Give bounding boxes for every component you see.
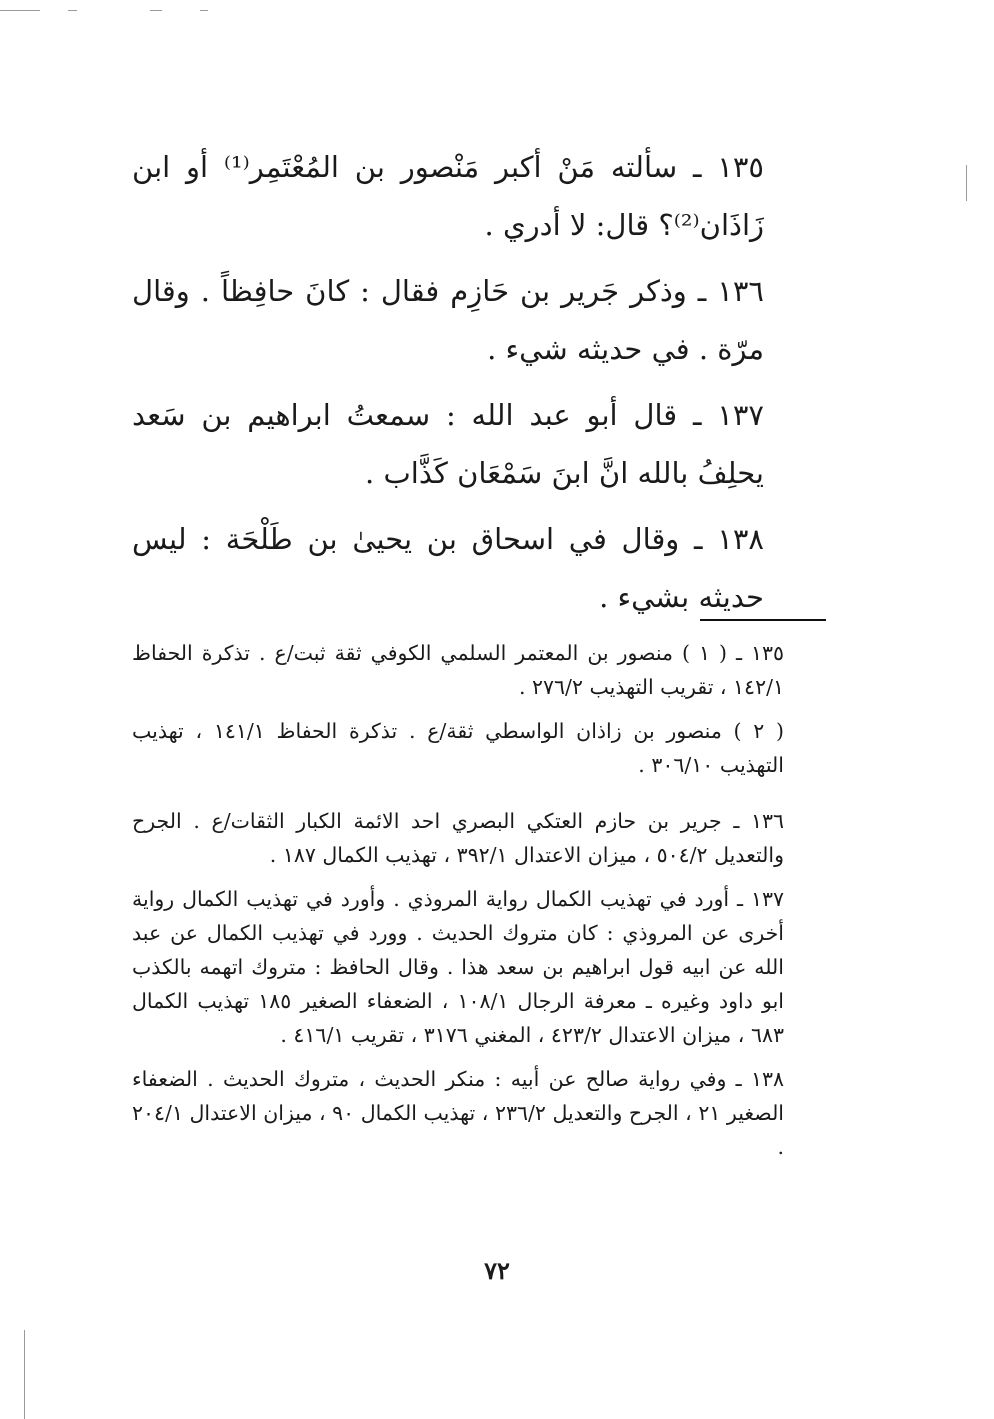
- scan-artifact-right: [966, 165, 967, 201]
- scan-artifact-top: [68, 10, 77, 11]
- footnote-separator: [700, 619, 826, 621]
- footnote-135-2: ( ٢ ) منصور بن زاذان الواسطي ثقة/ع . تذكرة الحفاظ ١٤١/١ ، تهذيب التهذيب ٣٠٦/١٠ .: [132, 719, 785, 777]
- entry-136: ١٣٦ ـ وذكر جَرير بن حَازِم فقال : كانَ حافِظاً . وقال مرّة . في حديثه شيء .: [132, 274, 764, 366]
- scan-artifact-top: [200, 10, 208, 11]
- entry-137: ١٣٧ ـ قال أبو عبد الله : سمعتُ ابراهيم بن سَعد يحلِفُ بالله انَّ ابنَ سَمْعَان كَذَّاب .: [132, 398, 764, 490]
- footnote-137: ١٣٧ ـ أورد في تهذيب الكمال رواية المروذي . وأورد في تهذيب الكمال رواية أخرى عن المروذي : كان متروك الحديث . وورد في تهذيب الكمال عن عبد الله عن ابيه قول ابراهيم بن سعد هذا . وقال الحافظ : متروك اتهمه بالكذب ابو داود وغيره ـ معرفة الرجال ١٠٨/١ ، الضعفاء الصغير ١٨٥ تهذيب الكمال ٦٨٣ ، ميزان الاعتدال ٤٢٣/٢ ، المغني ٣١٧٦ ، تقريب ٤١٦/١ .: [132, 887, 784, 1047]
- footnote-138: ١٣٨ ـ وفي رواية صالح عن أبيه : منكر الحديث ، متروك الحديث . الضعفاء الصغير ٢١ ، الجرح والتعديل ٢٣٦/٢ ، تهذيب الكمال ٩٠ ، ميزان الاعتدال ٢٠٤/١ .: [132, 1067, 785, 1159]
- footnote-135-1: ١٣٥ ـ ( ١ ) منصور بن المعتمر السلمي الكوفي ثقة ثبت/ع . تذكرة الحفاظ ١٤٢/١ ، تقريب التهذيب ٢٧٦/٢ .: [132, 641, 784, 699]
- entry-135: ١٣٥ ـ سألته مَنْ أكبر مَنْصور بن المُعْتَمِر⁽¹⁾ أو ابن زَاذَان⁽²⁾؟ قال: لا أدري .: [132, 150, 764, 242]
- main-text: [132, 138, 764, 634]
- entry-138: ١٣٨ ـ وقال في اسحاق بن يحيىٰ بن طَلْحَة : ليس حديثه بشيء .: [132, 522, 764, 614]
- scan-artifact-top: [0, 10, 40, 11]
- scan-artifact-top: [150, 10, 162, 11]
- page-number: ٧٢: [484, 1256, 510, 1285]
- scan-artifact-left: [24, 1330, 25, 1419]
- footnote-136: ١٣٦ ـ جرير بن حازم العتكي البصري احد الائمة الكبار الثقات/ع . الجرح والتعديل ٥٠٤/٢ ، ميزان الاعتدال ٣٩٢/١ ، تهذيب الكمال ١٨٧ .: [132, 809, 784, 867]
- footnotes: [132, 636, 784, 1174]
